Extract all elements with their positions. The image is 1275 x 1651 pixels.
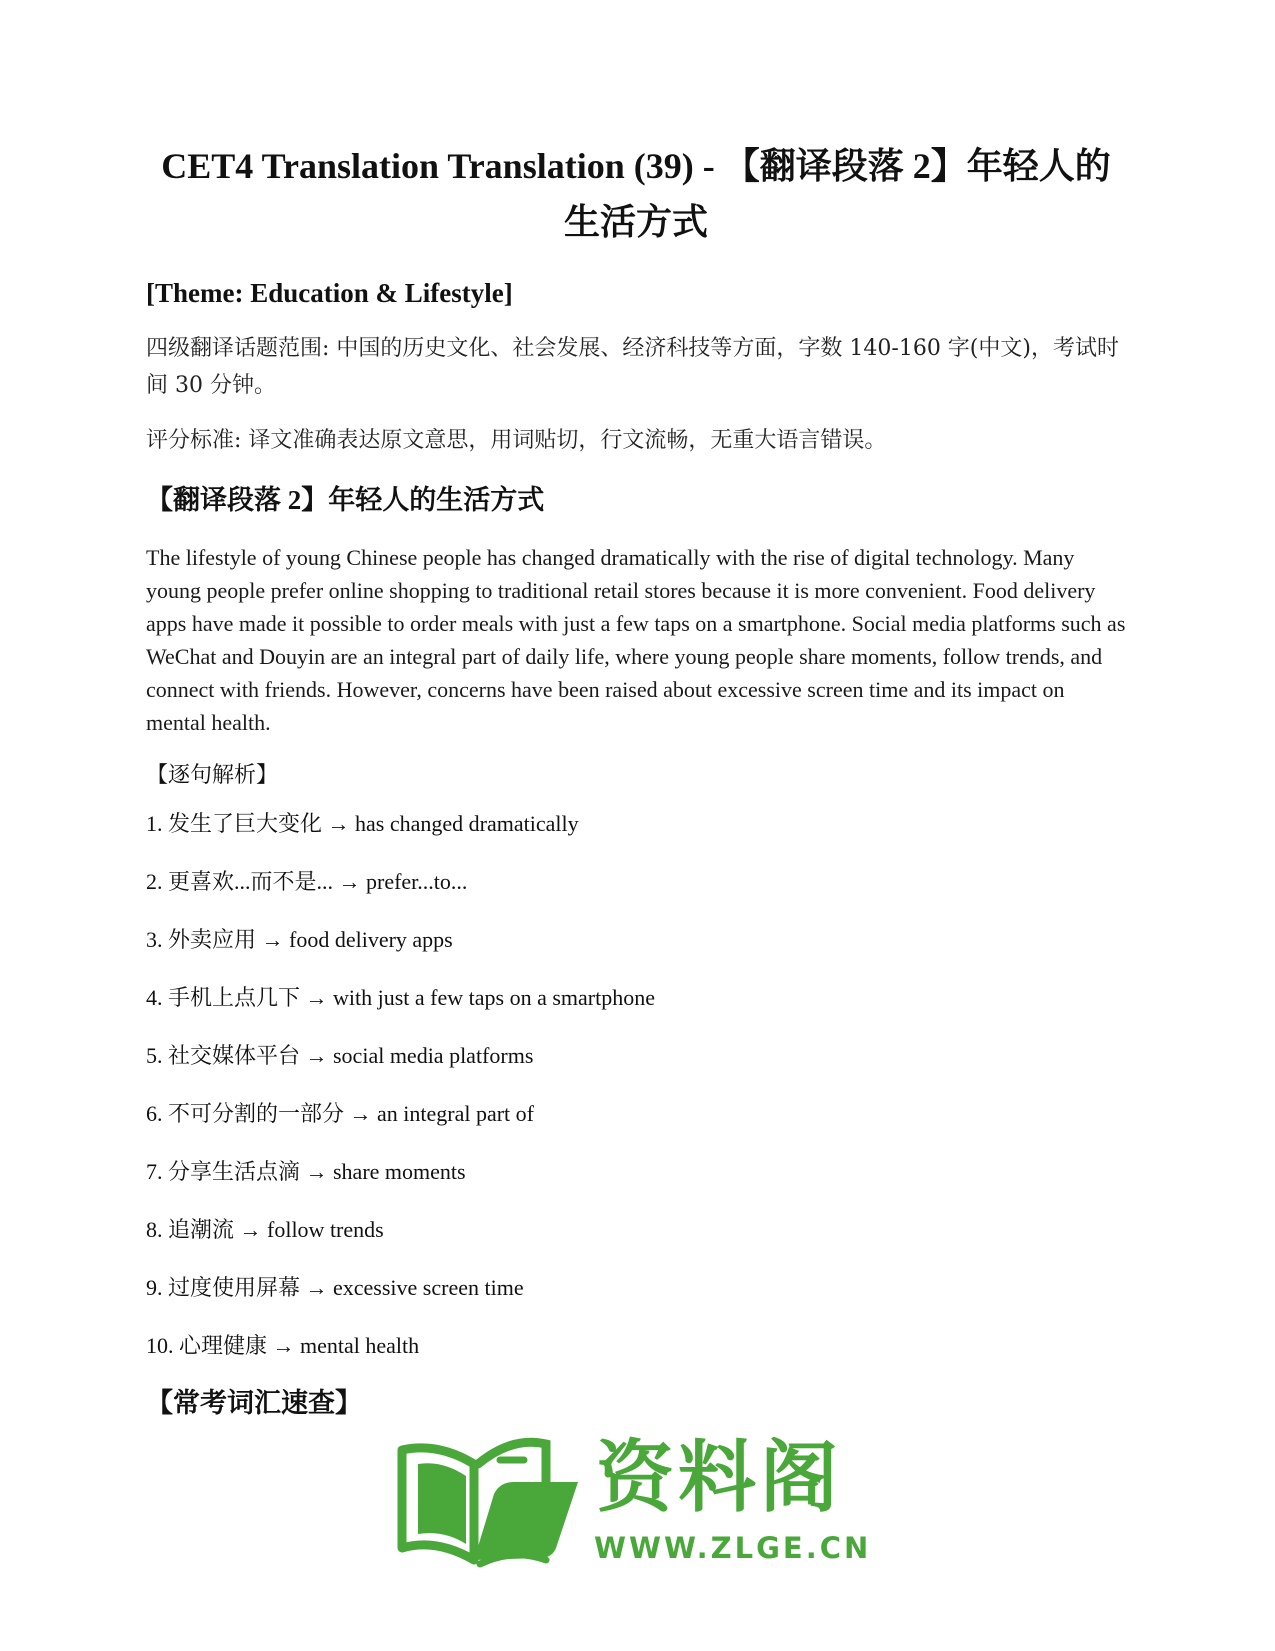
exam-scope-text: 四级翻译话题范围: 中国的历史文化、社会发展、经济科技等方面，字数 140-160 字(中文)，考试时间 30 分钟。: [146, 336, 1119, 398]
analysis-list: [146, 807, 1126, 1363]
list-item: 6. 不可分割的一部分 → an integral part of: [146, 1101, 534, 1126]
list-item: 8. 追潮流 → follow trends: [146, 1217, 384, 1242]
list-item: 1. 发生了巨大变化 → has changed dramatically: [146, 811, 579, 836]
analysis-heading: 【逐句解析】: [146, 763, 279, 788]
theme-heading: [Theme: Education & Lifestyle]: [146, 278, 513, 308]
passage-text: The lifestyle of young Chinese people has changed dramatically with the rise of digital technology. Many young people prefer online shopping to traditional retail stores because it is more convenient. Food delivery apps have made it possible to order meals with just a few taps on a smartphone. Social media platforms such as WeChat and Douyin are an integral part of daily life, where young people share moments, follow trends, and connect with friends. However, concerns have been raised about excessive screen time and its impact on mental health.: [146, 545, 1126, 735]
scoring-criteria-text: 评分标准: 译文准确表达原文意思，用词贴切，行文流畅，无重大语言错误。: [146, 428, 887, 453]
list-item: 10. 心理健康 → mental health: [146, 1333, 420, 1358]
list-item: 5. 社交媒体平台 → social media platforms: [146, 1043, 534, 1068]
list-item: 4. 手机上点几下 → with just a few taps on a smartphone: [146, 985, 655, 1010]
logo-url: WWW.ZLGE.CN: [594, 1531, 872, 1565]
vocab-heading: 【常考词汇速查】: [146, 1388, 362, 1419]
list-item: 9. 过度使用屏幕 → excessive screen time: [146, 1275, 524, 1300]
document-page: [146, 138, 1126, 1421]
list-item: 3. 外卖应用 → food delivery apps: [146, 927, 453, 952]
page-title: CET4 Translation Translation (39) - 【翻译段落 2】年轻人的生活方式: [161, 146, 1111, 242]
list-item: 7. 分享生活点滴 → share moments: [146, 1159, 466, 1184]
logo-name: 资料阁: [596, 1433, 843, 1523]
list-item: 2. 更喜欢...而不是... → prefer...to...: [146, 869, 468, 894]
watermark-logo: [396, 1430, 872, 1580]
open-book-icon: [396, 1430, 586, 1580]
section-title: 【翻译段落 2】年轻人的生活方式: [146, 485, 545, 515]
